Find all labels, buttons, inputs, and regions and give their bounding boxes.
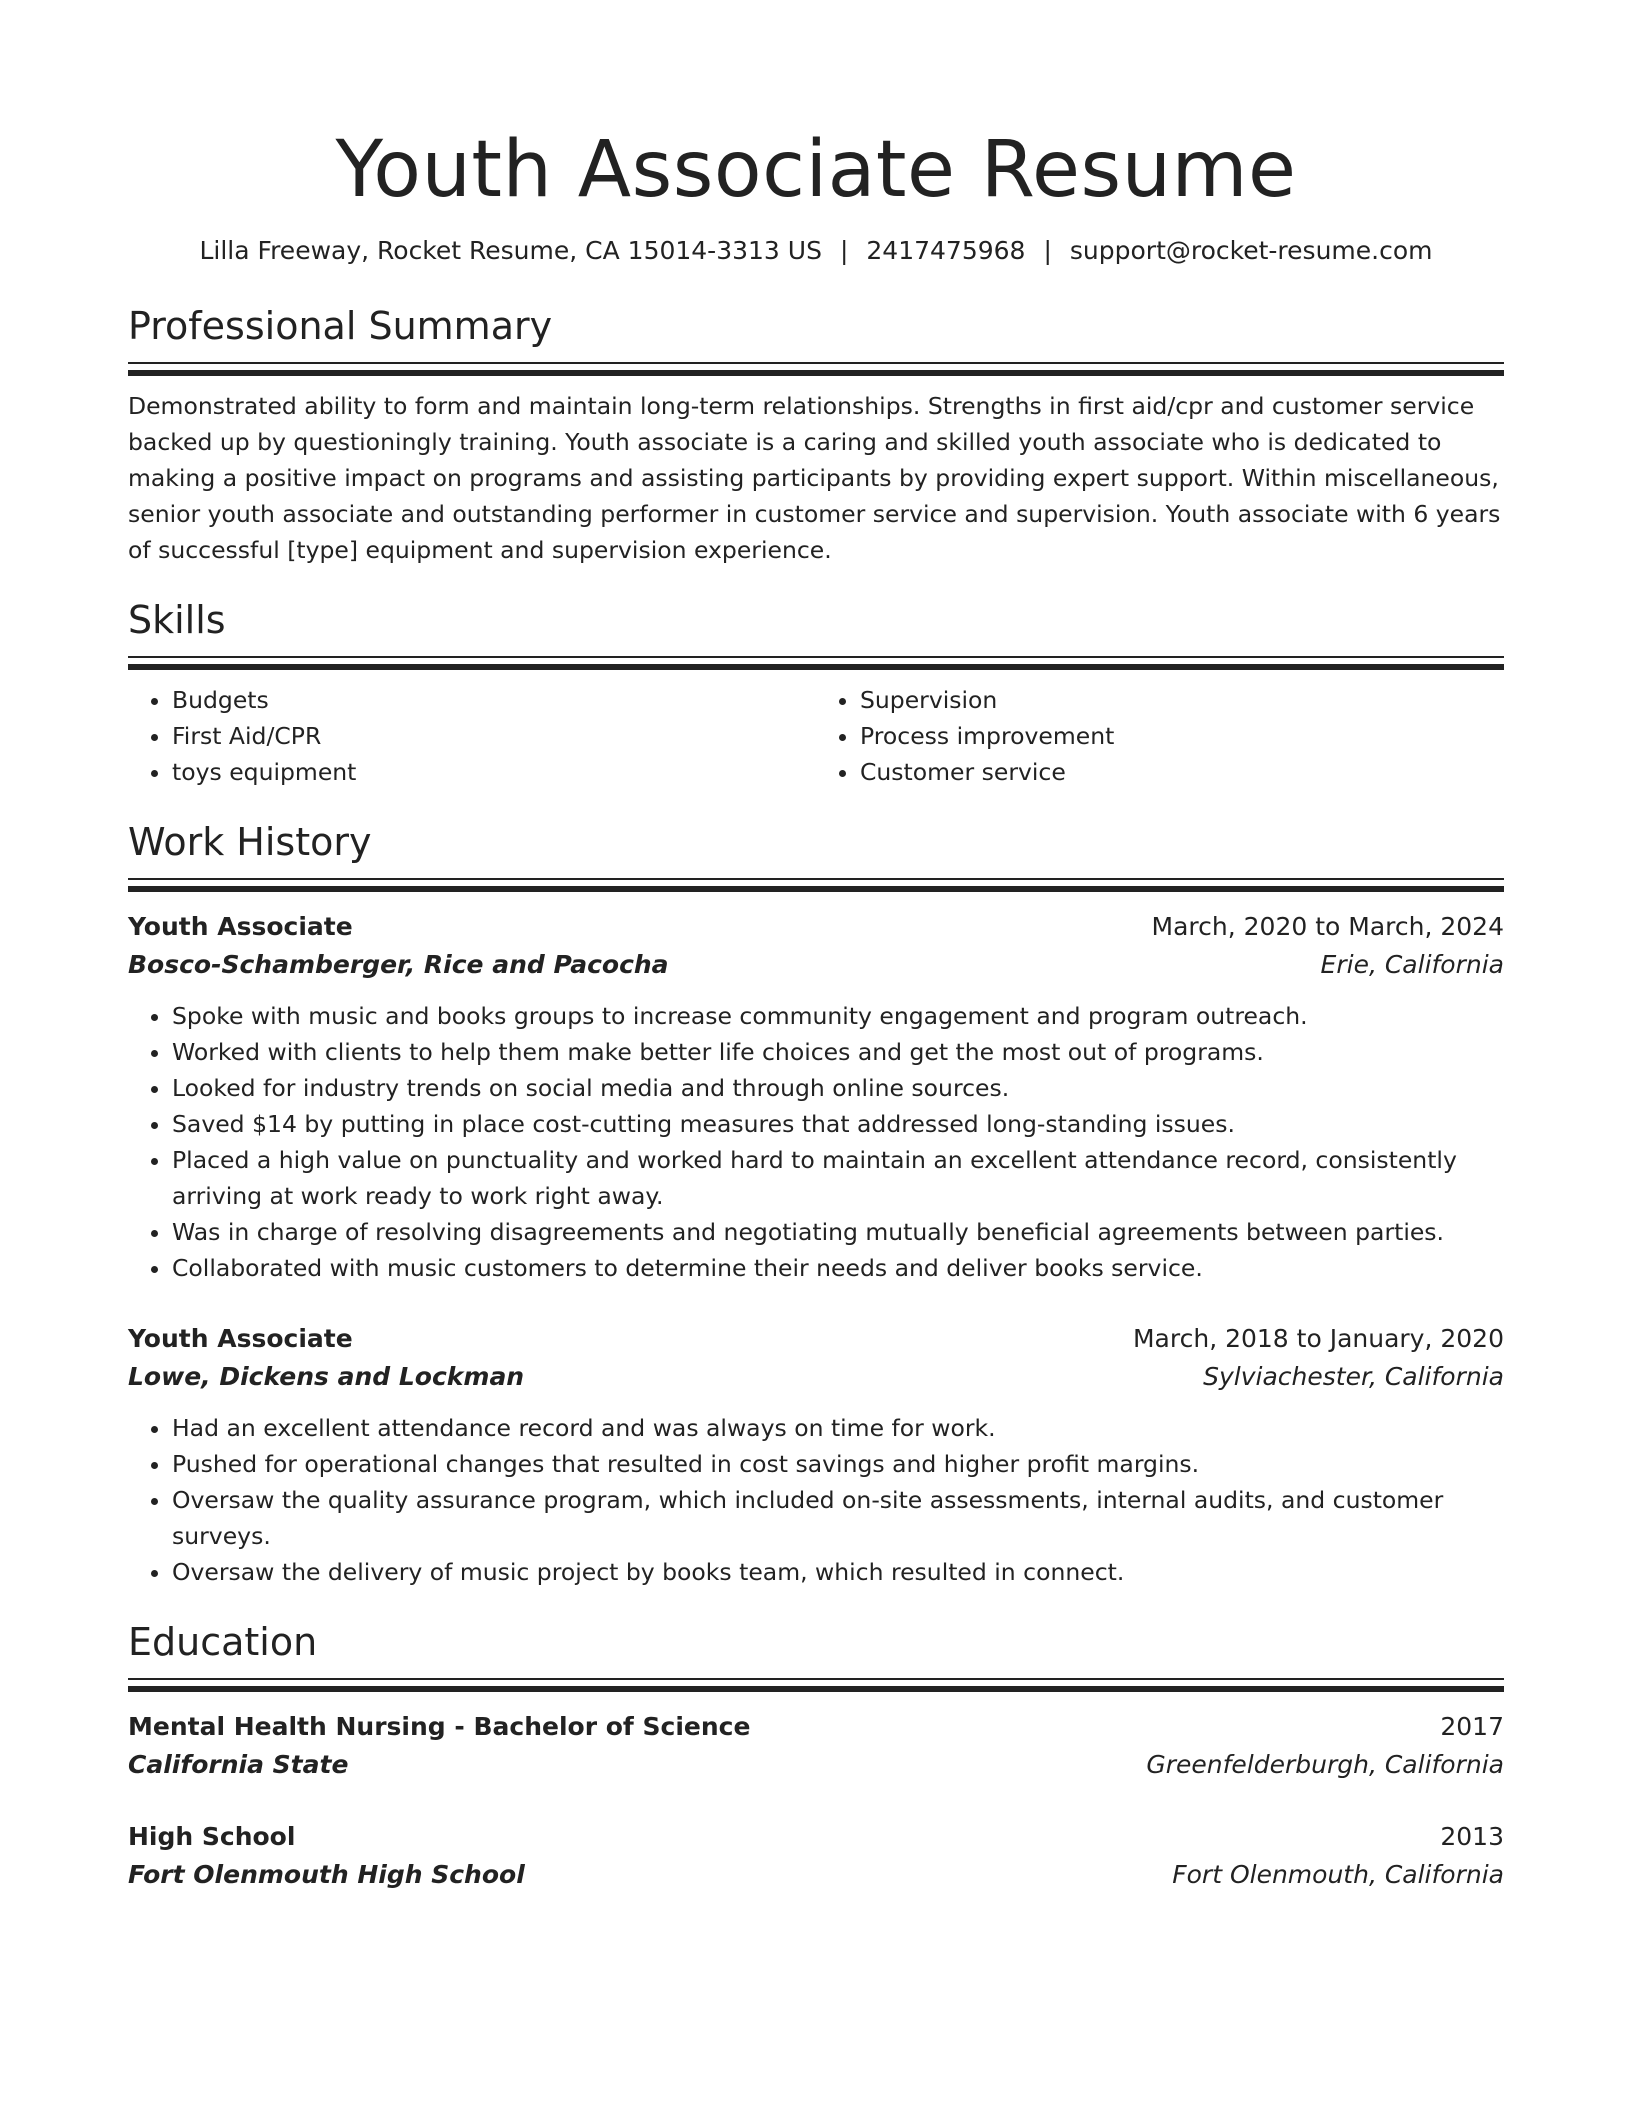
- education-school-row: [128, 1856, 1504, 1894]
- education-entry: [128, 1708, 1504, 1784]
- work-heading: Work History: [128, 820, 372, 864]
- section-divider: [128, 1678, 1504, 1680]
- skills-section: [128, 596, 1504, 790]
- contact-email: support@rocket-resume.com: [1069, 236, 1433, 265]
- section-divider-thick: [128, 664, 1504, 670]
- job-bullet: • Saved $14 by putting in place cost-cutting measures that addressed long-standing issues.: [172, 1106, 1504, 1142]
- job-company-row: [128, 946, 1504, 984]
- contact-separator: |: [839, 236, 849, 265]
- job-bullet: • Looked for industry trends on social media and through online sources.: [172, 1070, 1504, 1106]
- skill-item: • First Aid/CPR: [172, 718, 816, 754]
- skills-list: [128, 682, 1504, 790]
- job-location: Sylviachester, California: [1203, 1362, 1504, 1391]
- education-location: Fort Olenmouth, California: [1172, 1860, 1504, 1889]
- education-school: Fort Olenmouth High School: [128, 1860, 525, 1889]
- job-bullet: • Oversaw the delivery of music project by books team, which resulted in connect.: [172, 1554, 1504, 1590]
- job-entry: [128, 908, 1504, 1286]
- job-company-row: [128, 1358, 1504, 1396]
- job-bullet: • Was in charge of resolving disagreements and negotiating mutually beneficial agreements between parties.: [172, 1214, 1504, 1250]
- skill-item: • Process improvement: [860, 718, 1504, 754]
- section-divider-thick: [128, 370, 1504, 376]
- resume-title: Youth Associate Resume: [335, 125, 1297, 215]
- resume-page: [128, 0, 1504, 1894]
- job-entry: [128, 1320, 1504, 1590]
- education-year: 2013: [1440, 1822, 1504, 1851]
- job-bullet: • Worked with clients to help them make better life choices and get the most out of programs.: [172, 1034, 1504, 1070]
- section-divider-thick: [128, 1686, 1504, 1692]
- job-bullets: [128, 1410, 1504, 1590]
- skills-column-right: [816, 682, 1504, 790]
- education-year: 2017: [1440, 1712, 1504, 1741]
- skills-heading: Skills: [128, 598, 226, 642]
- work-section: [128, 818, 1504, 1590]
- job-dates: March, 2020 to March, 2024: [1151, 912, 1504, 941]
- education-section: [128, 1618, 1504, 1894]
- education-location: Greenfelderburgh, California: [1146, 1750, 1504, 1779]
- contact-phone: 2417475968: [866, 236, 1026, 265]
- job-company: Lowe, Dickens and Lockman: [128, 1362, 525, 1391]
- education-school-row: [128, 1746, 1504, 1784]
- skill-item: • Supervision: [860, 682, 1504, 718]
- job-bullet: • Spoke with music and books groups to increase community engagement and program outreach.: [172, 998, 1504, 1034]
- skill-item: • Customer service: [860, 754, 1504, 790]
- job-bullet: • Had an excellent attendance record and was always on time for work.: [172, 1410, 1504, 1446]
- job-header-row: [128, 1320, 1504, 1358]
- contact-separator: |: [1043, 236, 1052, 265]
- job-location: Erie, California: [1320, 950, 1504, 979]
- contact-line: [128, 234, 1504, 268]
- section-divider: [128, 878, 1504, 880]
- job-bullet: • Collaborated with music customers to determine their needs and deliver books service.: [172, 1250, 1504, 1286]
- summary-text: Demonstrated ability to form and maintain long-term relationships. Strengths in first aid/cpr and customer service backed up by questioningly training. Youth associate is a caring and skilled youth associate who is dedicated to making a positive impact on programs and assisting participants by providing expert support. Within miscellaneous, senior youth associate and outstanding performer in customer service and supervision. Youth associate with 6 years of successful [type] equipment and supervision experience.: [128, 392, 1501, 564]
- section-divider: [128, 656, 1504, 658]
- education-entry: [128, 1818, 1504, 1894]
- education-degree: Mental Health Nursing - Bachelor of Science: [128, 1712, 751, 1741]
- summary-section: [128, 302, 1504, 568]
- job-bullet: • Pushed for operational changes that resulted in cost savings and higher profit margins.: [172, 1446, 1504, 1482]
- education-school: California State: [128, 1750, 349, 1779]
- section-divider: [128, 362, 1504, 364]
- section-divider-thick: [128, 886, 1504, 892]
- skill-item: • toys equipment: [172, 754, 816, 790]
- job-title: Youth Associate: [128, 912, 353, 941]
- job-header-row: [128, 908, 1504, 946]
- education-degree: High School: [128, 1822, 296, 1851]
- education-header-row: [128, 1708, 1504, 1746]
- skill-item: • Budgets: [172, 682, 816, 718]
- job-bullet: • Placed a high value on punctuality and worked hard to maintain an excellent attendance record, consistently arriving at work ready to work right away.: [172, 1142, 1504, 1214]
- job-bullet: • Oversaw the quality assurance program, which included on-site assessments, internal audits, and customer surveys.: [172, 1482, 1504, 1554]
- summary-heading: Professional Summary: [128, 304, 553, 348]
- skills-column-left: [128, 682, 816, 790]
- job-dates: March, 2018 to January, 2020: [1132, 1324, 1504, 1353]
- contact-address: Lilla Freeway, Rocket Resume, CA 15014-3313 US: [199, 236, 822, 265]
- job-bullets: [128, 998, 1504, 1286]
- education-header-row: [128, 1818, 1504, 1856]
- job-title: Youth Associate: [128, 1324, 353, 1353]
- job-company: Bosco-Schamberger, Rice and Pacocha: [128, 950, 669, 979]
- education-heading: Education: [128, 1620, 318, 1664]
